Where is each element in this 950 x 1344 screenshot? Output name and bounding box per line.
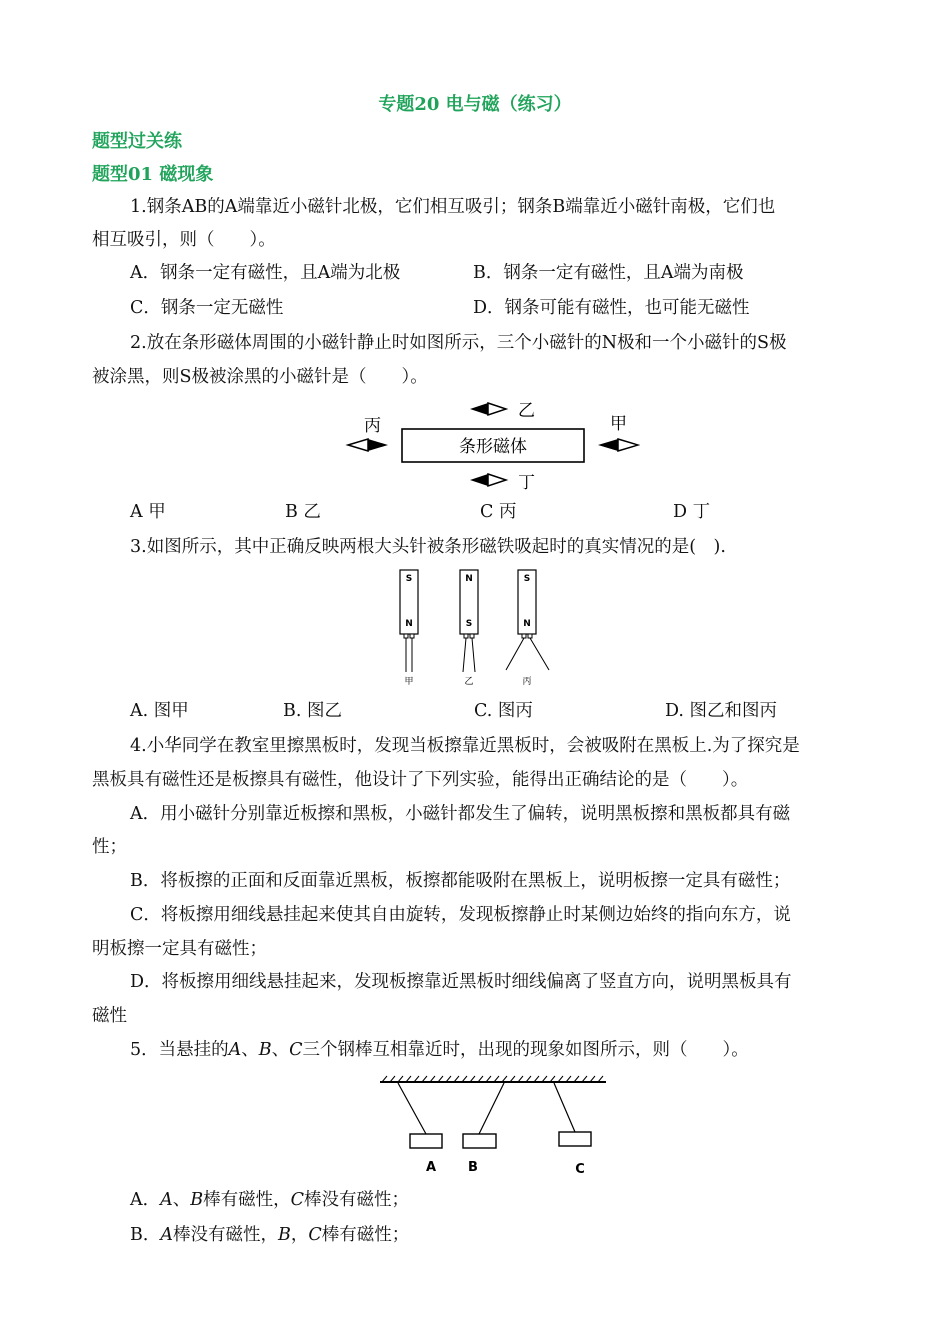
- rod-a: [410, 1134, 442, 1148]
- magnet-jia-bottom-pole: N: [405, 619, 413, 629]
- q1-option-d: D．钢条可能有磁性，也可能无磁性: [473, 298, 750, 318]
- q4-option-c-line1: C．将板擦用细线悬挂起来使其自由旋转，发现板擦静止时某侧边始终的指向东方，说: [130, 905, 791, 925]
- label-jia: 甲: [610, 414, 627, 434]
- q1-option-a: A．钢条一定有磁性，且A端为北极: [130, 263, 401, 283]
- q3-line1: 3.如图所示，其中正确反映两根大头针被条形磁铁吸起时的真实情况的是( ).: [130, 537, 726, 557]
- q5-prefix: 5．当悬挂的: [130, 1040, 229, 1060]
- q4-line1: 4.小华同学在教室里擦黑板时，发现当板擦靠近黑板时，会被吸附在黑板上.为了探究是: [130, 736, 800, 756]
- thread-c: [554, 1083, 575, 1132]
- label-yi: 乙: [518, 401, 535, 421]
- magnet-bing: [506, 570, 549, 687]
- magnet-jia: [400, 570, 418, 687]
- q5-option-b-var3: C: [308, 1225, 322, 1245]
- q1-line1: 1.钢条AB的A端靠近小磁针北极，它们相互吸引；钢条B端靠近小磁针南极，它们也: [130, 197, 776, 217]
- magnet-bing-bottom-pole: N: [523, 619, 531, 629]
- q5-option-b-text3: 棒有磁性；: [321, 1225, 410, 1245]
- q2-option-a: A 甲: [130, 502, 166, 522]
- page-title: 专题20 电与磁（练习）: [378, 94, 572, 115]
- q5-option-a: [130, 1188, 409, 1212]
- rod-b-label: B: [468, 1160, 478, 1175]
- compass-needle-ding: [470, 474, 506, 486]
- q3-option-a: A. 图甲: [130, 701, 189, 721]
- q5-var-a: A: [228, 1040, 242, 1060]
- q1-option-b: B．钢条一定有磁性，且A端为南极: [473, 263, 744, 283]
- caption-yi: 乙: [464, 677, 474, 687]
- q4-option-b: B．将板擦的正面和反面靠近黑板，板擦都能吸附在黑板上，说明板擦一定具有磁性；: [130, 871, 791, 891]
- magnet-yi: [460, 570, 478, 687]
- q5-option-a-text2: 棒有磁性，: [203, 1190, 291, 1210]
- rod-a-label: A: [425, 1160, 437, 1175]
- q5-option-b-var1: A: [160, 1225, 174, 1245]
- q2-option-b: B 乙: [285, 502, 321, 522]
- compass-needle-bing: [348, 439, 388, 451]
- q1-line2: 相互吸引，则（ ）。: [92, 230, 276, 250]
- magnet-yi-top-pole: N: [465, 574, 473, 584]
- magnet-bing-top-pole: S: [523, 574, 531, 584]
- hanging-rods-figure: [376, 1072, 610, 1180]
- q2-option-c: C 丙: [480, 502, 517, 522]
- q5-sep: 、: [271, 1040, 290, 1060]
- q2-line2: 被涂黑，则S极被涂黑的小磁针是（ ）。: [92, 367, 428, 387]
- magnet-jia-top-pole: S: [405, 574, 413, 584]
- q5-suffix: 三个钢棒互相靠近时，出现的现象如图所示，则（ ）。: [302, 1040, 749, 1060]
- bar-magnet-label: 条形磁体: [459, 437, 527, 457]
- q4-option-a-line1: A．用小磁针分别靠近板擦和黑板，小磁针都发生了偏转，说明黑板擦和黑板都具有磁: [130, 804, 791, 824]
- magnet-yi-bottom-pole: S: [465, 619, 473, 629]
- q5-var-c: C: [289, 1040, 303, 1060]
- q1-option-c: C．钢条一定无磁性: [130, 298, 284, 318]
- label-bing: 丙: [364, 416, 381, 436]
- q5-option-a-prefix: A．: [130, 1190, 161, 1210]
- q3-option-b: B. 图乙: [283, 701, 342, 721]
- compass-needle-yi: [470, 403, 506, 415]
- q5-option-a-text3: 棒没有磁性；: [304, 1190, 410, 1210]
- thread-a: [398, 1083, 426, 1134]
- q5-option-b: [130, 1223, 409, 1247]
- q2-option-d: D 丁: [673, 502, 711, 522]
- label-ding: 丁: [518, 473, 535, 493]
- q5-option-a-var3: C: [290, 1190, 305, 1210]
- caption-bing: 丙: [522, 677, 532, 687]
- q4-option-d-line2: 磁性: [92, 1006, 127, 1026]
- q3-option-d: D. 图乙和图丙: [665, 701, 778, 721]
- q5-option-a-var2: B: [190, 1190, 204, 1210]
- q4-line2: 黑板具有磁性还是板擦具有磁性，他设计了下列实验，能得出正确结论的是（ ）。: [92, 770, 749, 790]
- q5-option-b-prefix: B．: [130, 1225, 161, 1245]
- q5-option-a-var1: A: [160, 1190, 173, 1210]
- q5-option-b-var2: B: [278, 1225, 291, 1245]
- q5-option-b-text2: ，: [290, 1225, 309, 1245]
- q4-option-a-line2: 性；: [92, 837, 127, 857]
- q4-option-d-line1: D．将板擦用细线悬挂起来，发现板擦靠近黑板时细线偏离了竖直方向，说明黑板具有: [130, 972, 792, 992]
- q4-option-c-line2: 明板擦一定具有磁性；: [92, 939, 267, 959]
- bar-magnet-figure: [340, 396, 640, 496]
- rod-c: [559, 1132, 591, 1146]
- q5-sep: 、: [241, 1040, 259, 1060]
- pins-figure: [390, 566, 560, 690]
- thread-b: [479, 1083, 504, 1134]
- subsection-heading: 题型01 磁现象: [92, 164, 214, 185]
- caption-jia: 甲: [404, 677, 414, 687]
- rod-c-label: C: [575, 1162, 585, 1177]
- q5-option-a-text1: 、: [172, 1190, 191, 1210]
- q5-stem: [130, 1038, 749, 1062]
- compass-needle-jia: [598, 439, 638, 451]
- q5-var-b: B: [258, 1040, 272, 1060]
- q2-line1: 2.放在条形磁体周围的小磁针静止时如图所示，三个小磁针的N极和一个小磁针的S极: [130, 333, 787, 353]
- rod-b: [463, 1134, 496, 1148]
- section-heading: 题型过关练: [92, 131, 182, 152]
- q5-option-b-text1: 棒没有磁性，: [173, 1225, 279, 1245]
- q3-option-c: C. 图丙: [474, 701, 533, 721]
